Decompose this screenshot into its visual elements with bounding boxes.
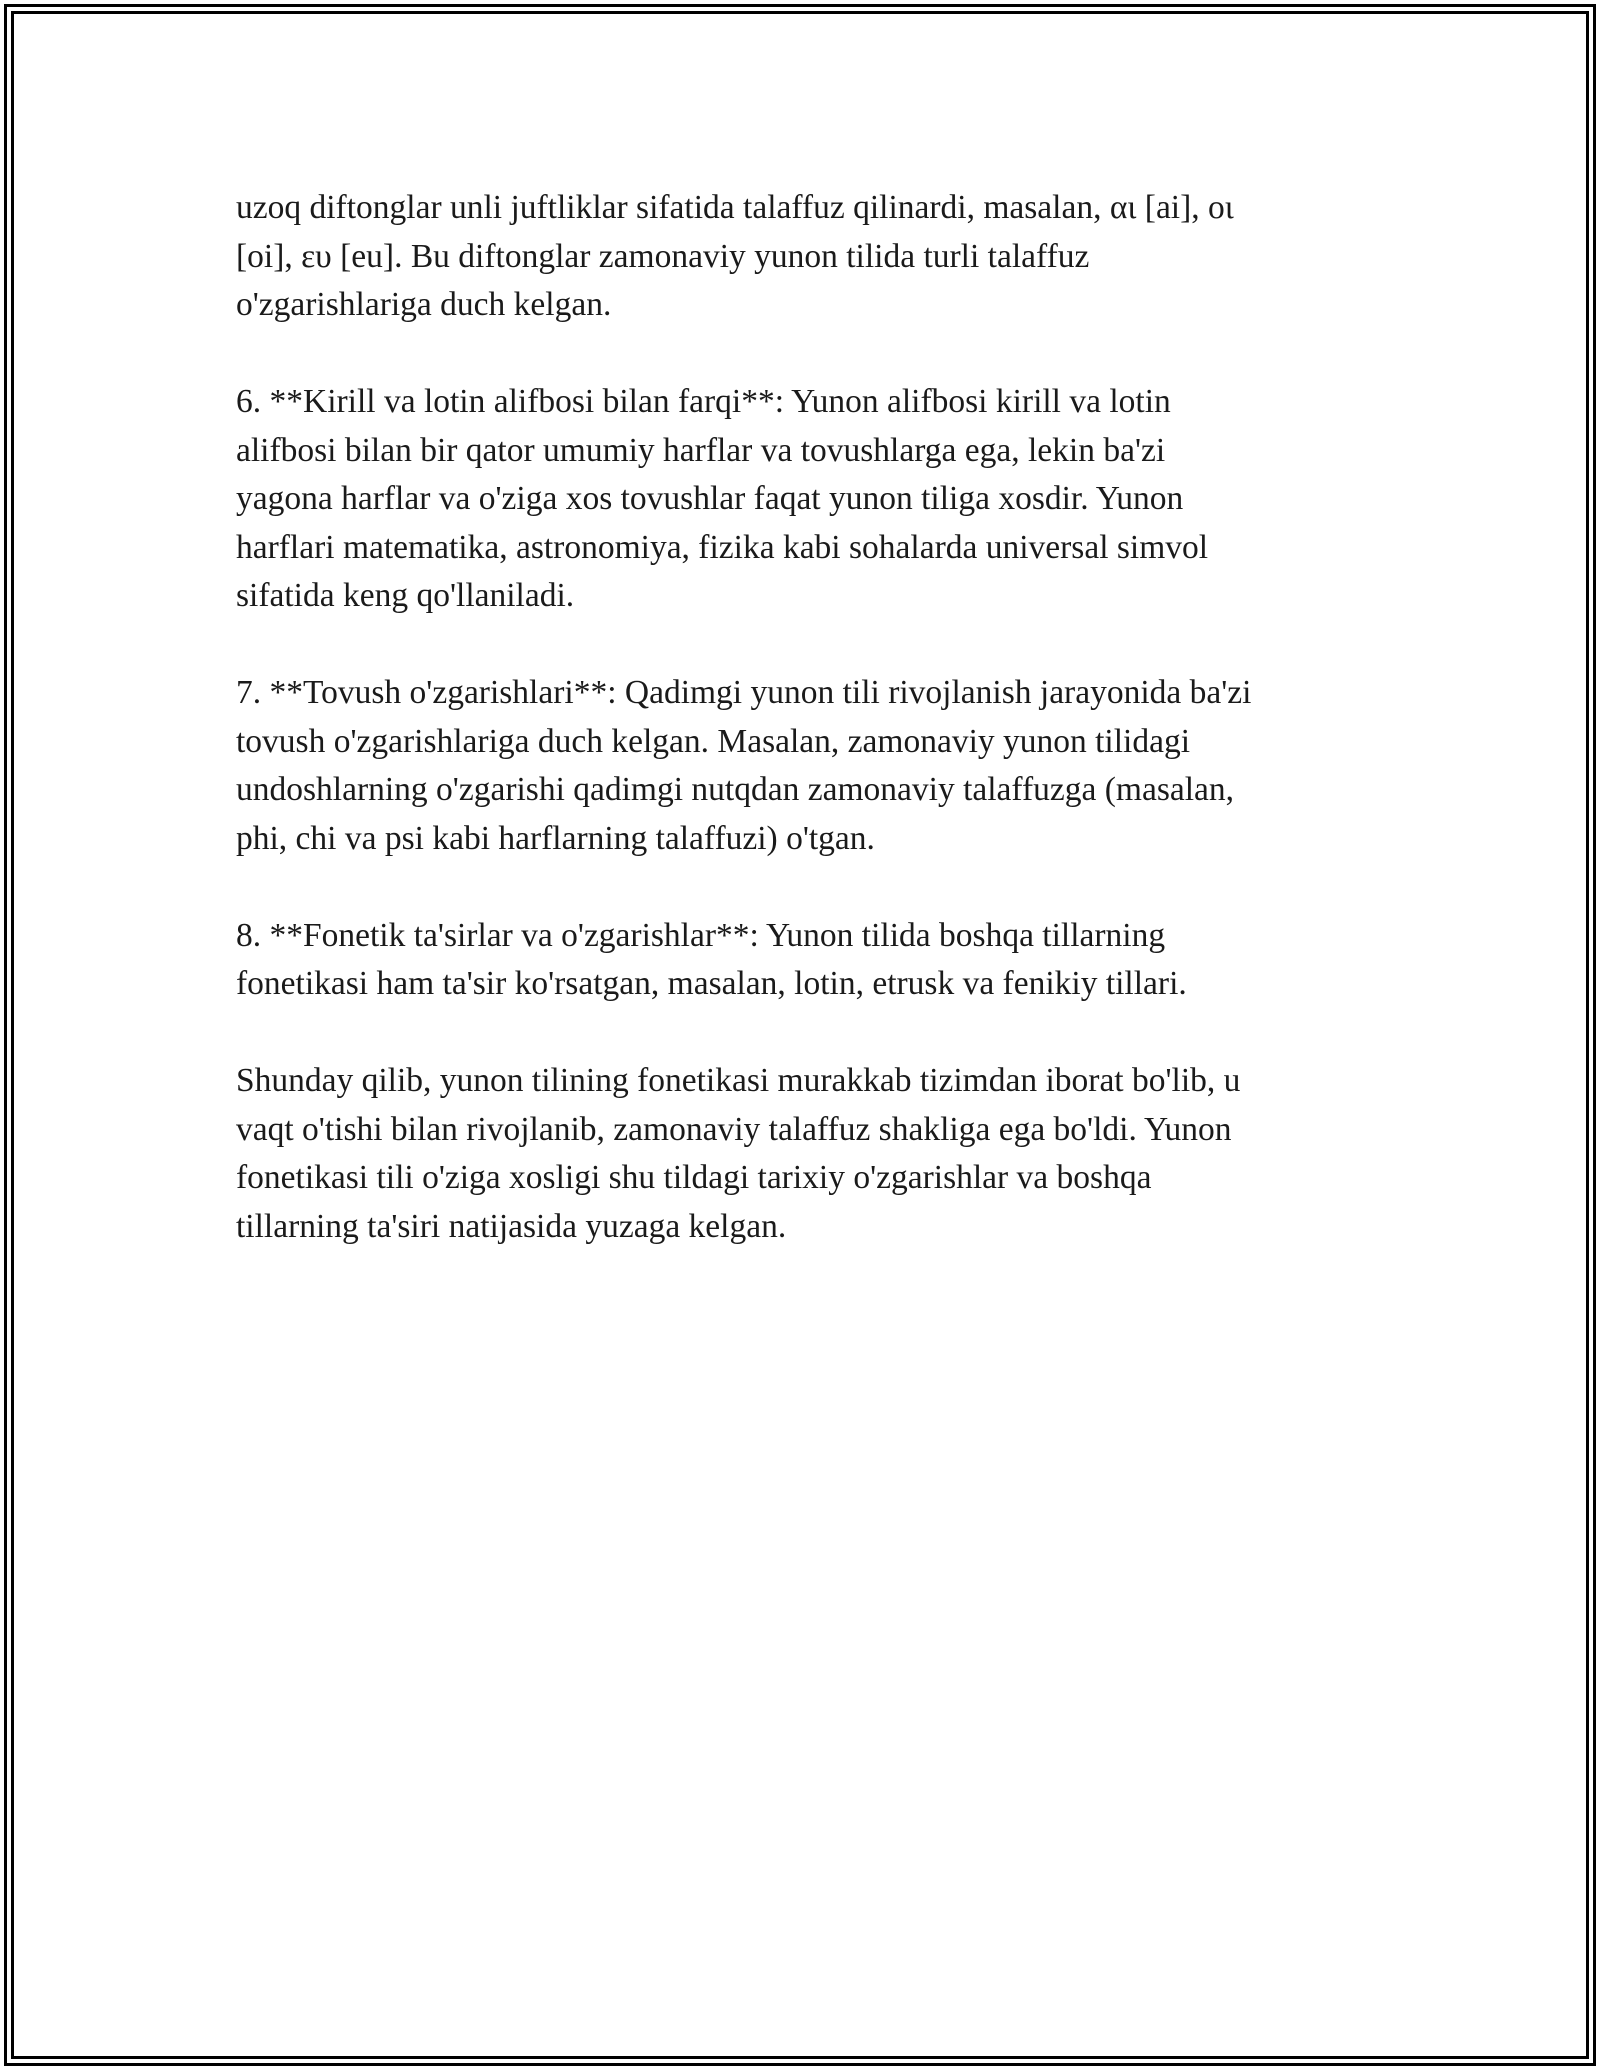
text-line: harflari matematika, astronomiya, fizika kabi sohalarda universal simvol [236, 528, 1209, 566]
text-line: yagona harflar va o'ziga xos tovushlar faqat yunon tiliga xosdir. Yunon [236, 480, 1184, 517]
text-line: o'zgarishlariga duch kelgan. [236, 286, 612, 323]
text-line: alifbosi bilan bir qator umumiy harflar va tovushlarga ega, lekin ba'zi [236, 431, 1166, 469]
text-line: 8. **Fonetik ta'sirlar va o'zgarishlar**: Yunon tilida boshqa tillarning [236, 916, 1166, 954]
text-line: uzoq diftonglar unli juftliklar sifatida talaffuz qilinardi, masalan, αι [ai], οι [236, 189, 1234, 226]
paragraph-item-8 [236, 912, 1366, 1009]
text-line: tillarning ta'siri natijasida yuzaga kelgan. [236, 1207, 787, 1245]
paragraph-item-7 [236, 669, 1366, 863]
document-body [236, 184, 1366, 1300]
text-line: 6. **Kirill va lotin alifbosi bilan farqi**: Yunon alifbosi kirill va lotin [236, 383, 1171, 420]
text-line: fonetikasi ham ta'sir ko'rsatgan, masalan, lotin, etrusk va fenikiy tillari. [236, 965, 1187, 1002]
text-line: tovush o'zgarishlariga duch kelgan. Masalan, zamonaviy yunon tilidagi [236, 722, 1191, 760]
paragraph-item-6 [236, 378, 1366, 621]
text-line: sifatida keng qo'llaniladi. [236, 577, 575, 614]
text-line: undoshlarning o'zgarishi qadimgi nutqdan zamonaviy talaffuzga (masalan, [236, 771, 1235, 808]
paragraph-diphthongs [236, 184, 1366, 330]
text-line: vaqt o'tishi bilan rivojlanib, zamonaviy talaffuz shakliga ega bo'ldi. Yunon [236, 1110, 1232, 1148]
paragraph-conclusion [236, 1057, 1366, 1251]
text-line: phi, chi va psi kabi harflarning talaffuzi) o'tgan. [236, 819, 875, 857]
text-line: fonetikasi tili o'ziga xosligi shu tildagi tarixiy o'zgarishlar va boshqa [236, 1159, 1152, 1196]
text-line: [oi], ευ [eu]. Bu diftonglar zamonaviy yunon tilida turli talaffuz [236, 237, 1090, 275]
text-line: 7. **Tovush o'zgarishlari**: Qadimgi yunon tili rivojlanish jarayonida ba'zi [236, 674, 1252, 711]
text-line: Shunday qilib, yunon tilining fonetikasi murakkab tizimdan iborat bo'lib, u [236, 1062, 1241, 1099]
